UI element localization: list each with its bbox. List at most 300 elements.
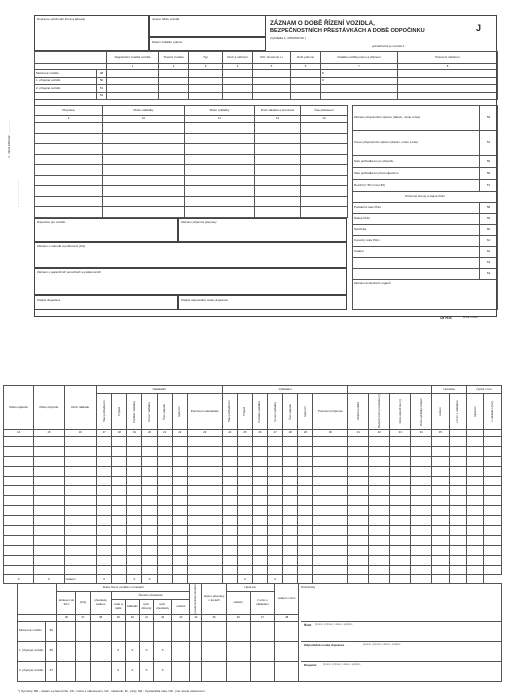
work-cell[interactable] bbox=[432, 526, 449, 536]
work-cell[interactable] bbox=[369, 516, 390, 526]
work-cell[interactable] bbox=[142, 526, 157, 536]
work-cell[interactable] bbox=[64, 446, 97, 456]
work-cell[interactable] bbox=[187, 516, 222, 526]
work-cell[interactable] bbox=[348, 486, 369, 496]
work-cell[interactable] bbox=[268, 535, 283, 545]
work-cell[interactable] bbox=[252, 456, 267, 466]
work-cell[interactable] bbox=[298, 456, 313, 466]
work-cell[interactable] bbox=[313, 446, 348, 456]
work-cell[interactable] bbox=[64, 476, 97, 486]
transport-cell[interactable] bbox=[301, 144, 348, 155]
work-cell[interactable] bbox=[313, 476, 348, 486]
work-cell[interactable] bbox=[298, 446, 313, 456]
transport-cell[interactable] bbox=[35, 154, 103, 165]
transport-cell[interactable] bbox=[103, 144, 185, 155]
work-cell[interactable] bbox=[449, 476, 466, 486]
work-cell[interactable] bbox=[222, 526, 237, 536]
work-cell[interactable] bbox=[268, 446, 283, 456]
work-cell[interactable] bbox=[34, 516, 64, 526]
work-cell[interactable] bbox=[4, 506, 34, 516]
transport-cell[interactable] bbox=[301, 165, 348, 176]
work-cell[interactable] bbox=[187, 466, 222, 476]
work-cell[interactable] bbox=[157, 516, 172, 526]
work-cell[interactable] bbox=[172, 535, 187, 545]
work-cell[interactable] bbox=[222, 476, 237, 486]
transport-cell[interactable] bbox=[255, 165, 301, 176]
work-cell[interactable] bbox=[252, 446, 267, 456]
transport-cell[interactable] bbox=[301, 154, 348, 165]
work-cell[interactable] bbox=[64, 486, 97, 496]
work-cell[interactable] bbox=[142, 486, 157, 496]
work-cell[interactable] bbox=[252, 496, 267, 506]
work-cell[interactable] bbox=[172, 466, 187, 476]
work-cell[interactable] bbox=[97, 545, 112, 555]
work-cell[interactable] bbox=[157, 466, 172, 476]
work-cell[interactable] bbox=[237, 486, 252, 496]
work-cell[interactable] bbox=[369, 486, 390, 496]
work-cell[interactable] bbox=[449, 545, 466, 555]
work-cell[interactable] bbox=[157, 545, 172, 555]
transport-cell[interactable] bbox=[255, 175, 301, 186]
work-cell[interactable] bbox=[34, 496, 64, 506]
work-cell[interactable] bbox=[142, 456, 157, 466]
transport-cell[interactable] bbox=[185, 133, 255, 144]
work-cell[interactable] bbox=[432, 565, 449, 575]
work-cell[interactable] bbox=[34, 466, 64, 476]
work-cell[interactable] bbox=[411, 437, 432, 447]
transport-cell[interactable] bbox=[185, 165, 255, 176]
work-cell[interactable] bbox=[467, 437, 484, 447]
work-cell[interactable] bbox=[411, 555, 432, 565]
work-cell[interactable] bbox=[64, 565, 97, 575]
work-cell[interactable] bbox=[348, 555, 369, 565]
summary-cell[interactable] bbox=[111, 621, 125, 641]
transport-cell[interactable] bbox=[103, 175, 185, 186]
work-cell[interactable] bbox=[467, 486, 484, 496]
work-cell[interactable] bbox=[411, 456, 432, 466]
transport-cell[interactable] bbox=[35, 175, 103, 186]
work-cell[interactable] bbox=[142, 496, 157, 506]
work-cell[interactable] bbox=[97, 446, 112, 456]
work-cell[interactable] bbox=[142, 476, 157, 486]
work-cell[interactable] bbox=[484, 545, 502, 555]
work-cell[interactable] bbox=[64, 437, 97, 447]
work-cell[interactable] bbox=[127, 516, 142, 526]
vehicle-cell[interactable] bbox=[253, 92, 291, 100]
work-cell[interactable] bbox=[127, 486, 142, 496]
summary-cell[interactable] bbox=[275, 621, 299, 641]
work-cell[interactable] bbox=[64, 496, 97, 506]
transport-cell[interactable] bbox=[301, 207, 348, 218]
transport-cell[interactable] bbox=[301, 123, 348, 134]
work-cell[interactable] bbox=[142, 466, 157, 476]
work-cell[interactable] bbox=[222, 466, 237, 476]
work-cell[interactable] bbox=[449, 456, 466, 466]
work-cell[interactable] bbox=[390, 516, 411, 526]
transport-cell[interactable] bbox=[103, 196, 185, 207]
vehicle-cell[interactable] bbox=[159, 77, 189, 85]
transport-cell[interactable] bbox=[301, 196, 348, 207]
work-cell[interactable] bbox=[252, 437, 267, 447]
transport-cell[interactable] bbox=[103, 133, 185, 144]
work-cell[interactable] bbox=[484, 486, 502, 496]
work-cell[interactable] bbox=[449, 446, 466, 456]
sign-responsible[interactable] bbox=[301, 641, 502, 661]
work-cell[interactable] bbox=[187, 506, 222, 516]
vehicle-cell[interactable] bbox=[107, 70, 159, 78]
work-cell[interactable] bbox=[313, 437, 348, 447]
work-cell[interactable] bbox=[157, 476, 172, 486]
work-cell[interactable] bbox=[283, 535, 298, 545]
vehicle-cell[interactable] bbox=[107, 92, 159, 100]
sign-dispatcher[interactable] bbox=[301, 661, 502, 681]
work-cell[interactable] bbox=[411, 516, 432, 526]
work-cell[interactable] bbox=[64, 555, 97, 565]
vehicle-cell[interactable] bbox=[253, 77, 291, 85]
work-cell[interactable] bbox=[222, 545, 237, 555]
work-cell[interactable] bbox=[449, 535, 466, 545]
work-cell[interactable] bbox=[283, 555, 298, 565]
vehicle-cell[interactable] bbox=[159, 92, 189, 100]
work-cell[interactable] bbox=[298, 545, 313, 555]
work-cell[interactable] bbox=[112, 545, 127, 555]
transport-cell[interactable] bbox=[301, 133, 348, 144]
work-cell[interactable] bbox=[157, 506, 172, 516]
work-cell[interactable] bbox=[187, 555, 222, 565]
summary-cell[interactable] bbox=[76, 621, 90, 641]
work-cell[interactable] bbox=[237, 555, 252, 565]
work-cell[interactable] bbox=[34, 526, 64, 536]
work-cell[interactable] bbox=[222, 496, 237, 506]
vehicle-cell[interactable] bbox=[253, 85, 291, 93]
work-cell[interactable] bbox=[237, 496, 252, 506]
work-cell[interactable] bbox=[268, 456, 283, 466]
work-cell[interactable] bbox=[298, 535, 313, 545]
work-cell[interactable] bbox=[187, 476, 222, 486]
vehicle-cell[interactable] bbox=[223, 77, 253, 85]
work-cell[interactable] bbox=[298, 496, 313, 506]
work-cell[interactable] bbox=[142, 516, 157, 526]
work-cell[interactable] bbox=[97, 486, 112, 496]
work-cell[interactable] bbox=[127, 476, 142, 486]
work-cell[interactable] bbox=[298, 476, 313, 486]
work-cell[interactable] bbox=[112, 446, 127, 456]
summary-cell[interactable] bbox=[250, 621, 274, 641]
work-cell[interactable] bbox=[432, 535, 449, 545]
vehicle-cell[interactable] bbox=[291, 77, 321, 85]
work-cell[interactable] bbox=[112, 486, 127, 496]
work-cell[interactable] bbox=[268, 545, 283, 555]
work-cell[interactable] bbox=[411, 486, 432, 496]
work-cell[interactable] bbox=[298, 506, 313, 516]
work-cell[interactable] bbox=[268, 466, 283, 476]
work-cell[interactable] bbox=[390, 456, 411, 466]
work-cell[interactable] bbox=[172, 496, 187, 506]
work-cell[interactable] bbox=[97, 476, 112, 486]
work-cell[interactable] bbox=[237, 526, 252, 536]
work-cell[interactable] bbox=[112, 466, 127, 476]
work-cell[interactable] bbox=[348, 565, 369, 575]
vehicle-cell[interactable] bbox=[398, 70, 498, 78]
work-cell[interactable] bbox=[348, 437, 369, 447]
work-cell[interactable] bbox=[390, 496, 411, 506]
transport-cell[interactable] bbox=[255, 207, 301, 218]
work-cell[interactable] bbox=[97, 526, 112, 536]
work-cell[interactable] bbox=[237, 565, 252, 575]
transport-cell[interactable] bbox=[185, 196, 255, 207]
work-cell[interactable] bbox=[34, 476, 64, 486]
work-cell[interactable] bbox=[467, 456, 484, 466]
work-cell[interactable] bbox=[34, 486, 64, 496]
work-cell[interactable] bbox=[4, 446, 34, 456]
transport-cell[interactable] bbox=[103, 123, 185, 134]
work-cell[interactable] bbox=[467, 466, 484, 476]
work-cell[interactable] bbox=[142, 555, 157, 565]
control-field[interactable]: Záznam kontrolních orgánů bbox=[353, 280, 498, 310]
work-cell[interactable] bbox=[112, 565, 127, 575]
work-cell[interactable] bbox=[222, 437, 237, 447]
work-cell[interactable] bbox=[467, 516, 484, 526]
work-cell[interactable] bbox=[97, 506, 112, 516]
work-cell[interactable] bbox=[449, 565, 466, 575]
work-cell[interactable] bbox=[369, 565, 390, 575]
work-cell[interactable] bbox=[348, 466, 369, 476]
work-cell[interactable] bbox=[4, 437, 34, 447]
work-cell[interactable] bbox=[97, 496, 112, 506]
work-cell[interactable] bbox=[64, 516, 97, 526]
work-cell[interactable] bbox=[449, 486, 466, 496]
work-cell[interactable] bbox=[127, 555, 142, 565]
work-cell[interactable] bbox=[390, 506, 411, 516]
work-cell[interactable] bbox=[268, 496, 283, 506]
work-cell[interactable] bbox=[369, 446, 390, 456]
work-cell[interactable] bbox=[390, 486, 411, 496]
work-cell[interactable] bbox=[283, 496, 298, 506]
work-cell[interactable] bbox=[4, 545, 34, 555]
work-cell[interactable] bbox=[268, 437, 283, 447]
work-cell[interactable] bbox=[112, 555, 127, 565]
transport-cell[interactable] bbox=[255, 144, 301, 155]
transport-cell[interactable] bbox=[35, 207, 103, 218]
work-cell[interactable] bbox=[222, 555, 237, 565]
work-cell[interactable] bbox=[187, 437, 222, 447]
work-cell[interactable] bbox=[252, 535, 267, 545]
vehicle-cell[interactable] bbox=[253, 70, 291, 78]
work-cell[interactable] bbox=[484, 476, 502, 486]
work-cell[interactable] bbox=[390, 545, 411, 555]
work-cell[interactable] bbox=[127, 565, 142, 575]
work-cell[interactable] bbox=[369, 506, 390, 516]
work-cell[interactable] bbox=[298, 526, 313, 536]
vehicle-cell[interactable] bbox=[291, 92, 321, 100]
work-cell[interactable] bbox=[348, 476, 369, 486]
work-cell[interactable] bbox=[411, 545, 432, 555]
work-cell[interactable] bbox=[142, 545, 157, 555]
work-cell[interactable] bbox=[283, 437, 298, 447]
work-cell[interactable] bbox=[34, 545, 64, 555]
work-cell[interactable] bbox=[298, 516, 313, 526]
work-cell[interactable] bbox=[34, 506, 64, 516]
vehicle-cell[interactable] bbox=[159, 70, 189, 78]
vehicle-cell[interactable] bbox=[223, 85, 253, 93]
summary-cell[interactable] bbox=[57, 621, 76, 641]
work-cell[interactable] bbox=[432, 516, 449, 526]
work-cell[interactable] bbox=[467, 555, 484, 565]
work-cell[interactable] bbox=[187, 565, 222, 575]
work-cell[interactable] bbox=[369, 456, 390, 466]
work-cell[interactable] bbox=[112, 506, 127, 516]
work-cell[interactable] bbox=[237, 476, 252, 486]
work-cell[interactable] bbox=[348, 545, 369, 555]
work-cell[interactable] bbox=[252, 466, 267, 476]
sign-driver[interactable] bbox=[301, 621, 502, 641]
work-cell[interactable] bbox=[4, 466, 34, 476]
transport-cell[interactable] bbox=[35, 123, 103, 134]
work-cell[interactable] bbox=[390, 565, 411, 575]
work-cell[interactable] bbox=[127, 437, 142, 447]
vehicle-cell[interactable] bbox=[321, 92, 398, 100]
work-cell[interactable] bbox=[34, 565, 64, 575]
work-cell[interactable] bbox=[411, 535, 432, 545]
work-cell[interactable] bbox=[127, 456, 142, 466]
work-cell[interactable] bbox=[411, 496, 432, 506]
work-cell[interactable] bbox=[411, 565, 432, 575]
transport-cell[interactable] bbox=[255, 154, 301, 165]
work-cell[interactable] bbox=[34, 535, 64, 545]
work-cell[interactable] bbox=[237, 506, 252, 516]
work-cell[interactable] bbox=[127, 535, 142, 545]
work-cell[interactable] bbox=[112, 526, 127, 536]
transport-cell[interactable] bbox=[35, 133, 103, 144]
work-cell[interactable] bbox=[268, 476, 283, 486]
work-cell[interactable] bbox=[237, 516, 252, 526]
work-cell[interactable] bbox=[252, 506, 267, 516]
work-cell[interactable] bbox=[157, 555, 172, 565]
work-cell[interactable] bbox=[432, 446, 449, 456]
work-cell[interactable] bbox=[172, 555, 187, 565]
work-cell[interactable] bbox=[222, 456, 237, 466]
work-cell[interactable] bbox=[142, 565, 157, 575]
work-cell[interactable] bbox=[187, 496, 222, 506]
work-cell[interactable] bbox=[484, 526, 502, 536]
work-cell[interactable] bbox=[172, 437, 187, 447]
work-cell[interactable] bbox=[4, 486, 34, 496]
work-cell[interactable] bbox=[252, 555, 267, 565]
work-cell[interactable] bbox=[348, 446, 369, 456]
work-cell[interactable] bbox=[112, 437, 127, 447]
work-cell[interactable] bbox=[4, 496, 34, 506]
work-cell[interactable] bbox=[283, 526, 298, 536]
work-cell[interactable] bbox=[237, 535, 252, 545]
work-cell[interactable] bbox=[390, 526, 411, 536]
work-cell[interactable] bbox=[112, 476, 127, 486]
work-cell[interactable] bbox=[390, 437, 411, 447]
vehicle-cell[interactable] bbox=[398, 92, 498, 100]
work-cell[interactable] bbox=[4, 555, 34, 565]
work-cell[interactable] bbox=[449, 437, 466, 447]
work-cell[interactable] bbox=[411, 526, 432, 536]
work-cell[interactable] bbox=[252, 486, 267, 496]
work-cell[interactable] bbox=[112, 516, 127, 526]
work-cell[interactable] bbox=[432, 486, 449, 496]
work-cell[interactable] bbox=[484, 516, 502, 526]
work-cell[interactable] bbox=[268, 555, 283, 565]
work-cell[interactable] bbox=[467, 565, 484, 575]
work-cell[interactable] bbox=[97, 437, 112, 447]
work-cell[interactable] bbox=[64, 545, 97, 555]
work-cell[interactable] bbox=[348, 526, 369, 536]
work-cell[interactable] bbox=[157, 446, 172, 456]
work-cell[interactable] bbox=[411, 466, 432, 476]
vehicle-cell[interactable] bbox=[189, 92, 223, 100]
work-cell[interactable] bbox=[390, 535, 411, 545]
work-cell[interactable] bbox=[112, 535, 127, 545]
work-cell[interactable] bbox=[313, 496, 348, 506]
work-cell[interactable] bbox=[348, 516, 369, 526]
work-cell[interactable] bbox=[484, 555, 502, 565]
work-cell[interactable] bbox=[157, 535, 172, 545]
work-cell[interactable] bbox=[390, 466, 411, 476]
transport-cell[interactable] bbox=[255, 196, 301, 207]
work-cell[interactable] bbox=[369, 545, 390, 555]
work-cell[interactable] bbox=[222, 565, 237, 575]
work-cell[interactable] bbox=[252, 565, 267, 575]
work-cell[interactable] bbox=[112, 456, 127, 466]
work-cell[interactable] bbox=[172, 545, 187, 555]
transport-cell[interactable] bbox=[103, 154, 185, 165]
work-cell[interactable] bbox=[268, 516, 283, 526]
work-cell[interactable] bbox=[64, 535, 97, 545]
work-cell[interactable] bbox=[283, 466, 298, 476]
work-cell[interactable] bbox=[467, 446, 484, 456]
work-cell[interactable] bbox=[411, 476, 432, 486]
work-cell[interactable] bbox=[34, 446, 64, 456]
work-cell[interactable] bbox=[467, 476, 484, 486]
work-cell[interactable] bbox=[97, 565, 112, 575]
work-cell[interactable] bbox=[268, 565, 283, 575]
work-cell[interactable] bbox=[172, 446, 187, 456]
work-cell[interactable] bbox=[237, 545, 252, 555]
work-cell[interactable] bbox=[187, 456, 222, 466]
transport-cell[interactable] bbox=[35, 196, 103, 207]
work-cell[interactable] bbox=[467, 526, 484, 536]
work-cell[interactable] bbox=[390, 446, 411, 456]
work-cell[interactable] bbox=[313, 486, 348, 496]
work-cell[interactable] bbox=[369, 476, 390, 486]
work-cell[interactable] bbox=[390, 476, 411, 486]
work-cell[interactable] bbox=[432, 437, 449, 447]
transport-cell[interactable] bbox=[185, 175, 255, 186]
work-cell[interactable] bbox=[298, 437, 313, 447]
work-cell[interactable] bbox=[484, 446, 502, 456]
work-cell[interactable] bbox=[237, 466, 252, 476]
transport-cell[interactable] bbox=[35, 165, 103, 176]
work-cell[interactable] bbox=[449, 496, 466, 506]
work-cell[interactable] bbox=[313, 516, 348, 526]
summary-cell[interactable] bbox=[190, 621, 202, 641]
work-cell[interactable] bbox=[313, 555, 348, 565]
work-cell[interactable] bbox=[127, 526, 142, 536]
work-cell[interactable] bbox=[222, 446, 237, 456]
transport-cell[interactable] bbox=[255, 186, 301, 197]
transport-cell[interactable] bbox=[301, 175, 348, 186]
work-cell[interactable] bbox=[4, 565, 34, 575]
transport-cell[interactable] bbox=[185, 154, 255, 165]
work-cell[interactable] bbox=[237, 437, 252, 447]
work-cell[interactable] bbox=[283, 446, 298, 456]
vehicle-cell[interactable] bbox=[291, 85, 321, 93]
work-cell[interactable] bbox=[411, 506, 432, 516]
